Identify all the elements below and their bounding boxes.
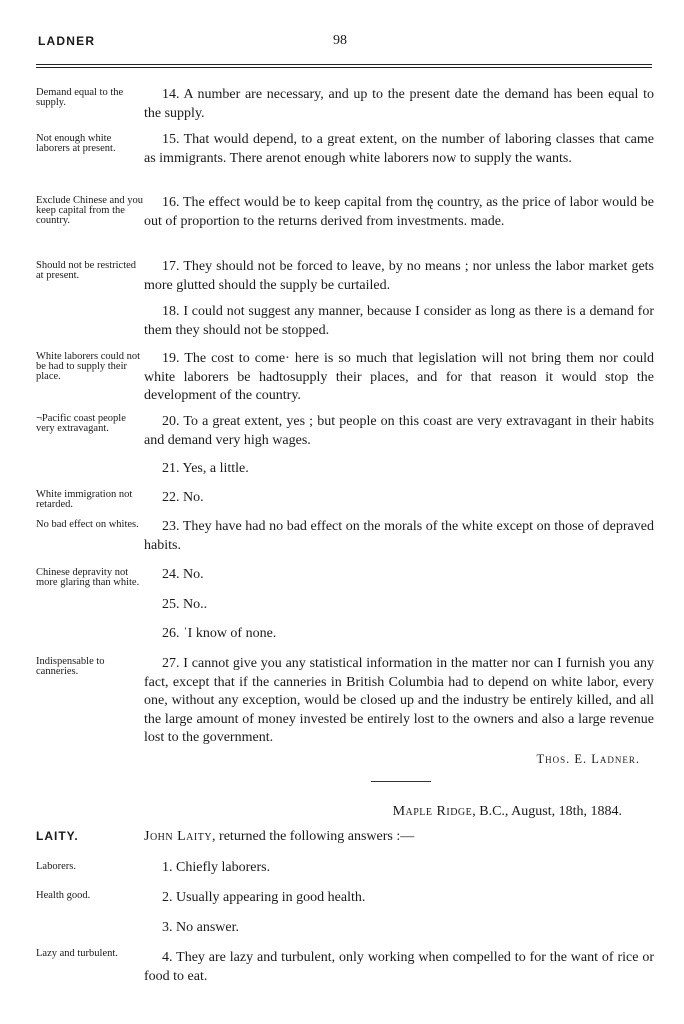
section-divider	[371, 781, 431, 782]
place-date-line	[144, 804, 622, 820]
answer-text: 17. They should not be forced to leave, by no means ; nor unless the labor market gets more glutted should the supply be curtailed.	[144, 259, 654, 293]
answer-text: 21. Yes, a little.	[162, 461, 249, 476]
header-rule-double	[36, 67, 652, 68]
margin-note: Laborers.	[36, 861, 76, 872]
answer-text: 3. No answer.	[162, 920, 239, 935]
margin-note: White laborers could not be had to supply their place.	[36, 351, 141, 382]
margin-note: Demand equal to the supply.	[36, 87, 124, 108]
page-number: 98	[333, 33, 347, 48]
margin-note: Chinese depravity not more glaring than white.	[36, 567, 140, 588]
margin-note: Exclude Chinese and you keep capital from the country.	[36, 195, 144, 226]
answer-text: 14. A number are necessary, and up to the present date the demand has been equal to the supply.	[144, 87, 654, 121]
date-text: , B.C., August, 18th, 1884.	[472, 804, 622, 819]
answer-text: 15. That would depend, to a great extent, on the number of laboring classes that came as immigrants. There arenot enough white laborers now to supply the wants.	[144, 132, 654, 166]
margin-note: Lazy and turbulent.	[36, 948, 118, 959]
running-title: LADNER	[38, 34, 96, 48]
margin-note: Not enough white laborers at present.	[36, 133, 116, 154]
answer-text: 16. The effect would be to keep capital from thę country, as the price of labor would be out of proportion to the returns derived from investments. made.	[144, 195, 654, 229]
margin-note: Should not be restricted at present.	[36, 260, 137, 281]
answer-text: 25. No..	[162, 597, 208, 612]
answer-text: 2. Usually appearing in good health.	[162, 890, 366, 905]
margin-note: Indispensable to canneries.	[36, 656, 105, 677]
witness-intro-text: , returned the following answers :—	[212, 829, 415, 844]
witness-intro	[144, 828, 654, 846]
margin-note: Health good.	[36, 890, 91, 901]
answer-text: 24. No.	[162, 567, 204, 582]
answer-text: 19. The cost to come· here is so much that legislation will not bring them nor could white laborers be hadtosupply their places, and for that reason it would stop the development of the country.	[144, 351, 654, 404]
answer-text: 26. ˈI know of none.	[162, 626, 277, 641]
answer-text: 1. Chiefly laborers.	[162, 860, 271, 875]
witness-name: John Laity	[144, 829, 213, 844]
margin-note: ¬Pacific coast people very extravagant.	[36, 413, 126, 434]
header-rule	[36, 64, 652, 65]
place-name: Maple Ridge	[392, 804, 473, 819]
witness-heading: LAITY.	[36, 829, 79, 843]
margin-note: No bad effect on whites.	[36, 519, 139, 530]
answer-text: 22. No.	[162, 490, 204, 505]
margin-note: White immigration not retarded.	[36, 489, 133, 510]
signature: Thos. E. Ladner.	[536, 752, 640, 766]
answer-text: 27. I cannot give you any statistical information in the matter nor can I furnish you any fact, except that if the canneries in British Columbia had to depend on white labor, every one, without any exception, would be closed up and the industry be entirely killed, and all the large amount of money invested be entirely lost to the owners and also a large revenue lost to the government.	[144, 656, 654, 746]
answer-text: 20. To a great extent, yes ; but people on this coast are very extravagant in their habits and demand very high wages.	[144, 414, 654, 448]
answer-text: 23. They have had no bad effect on the morals of the white except on those of depraved habits.	[144, 519, 654, 553]
answer-text: 4. They are lazy and turbulent, only working when compelled to for the want of rice or food to eat.	[144, 950, 654, 984]
answer-text: 18. I could not suggest any manner, because I consider as long as there is a demand for them they should not be stopped.	[144, 304, 654, 338]
